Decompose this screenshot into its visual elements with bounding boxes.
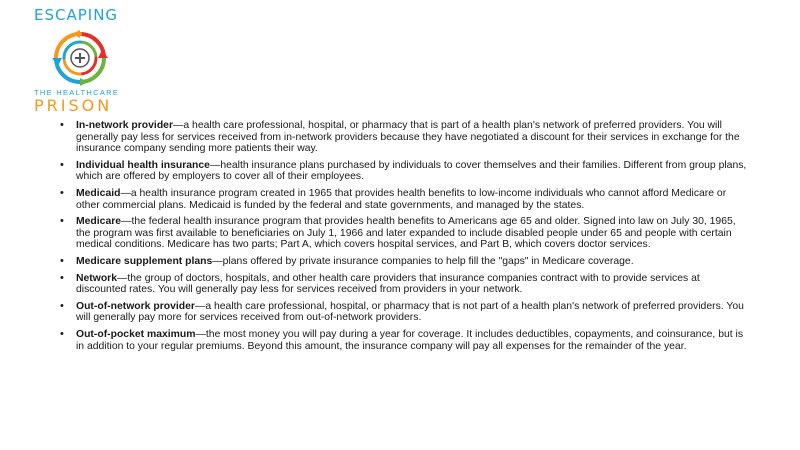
glossary-definition: —the most money you will pay during a year for coverage. It includes deductibles, copayments, and coinsurance, but is in addition to your regular premiums. Beyond this amount, the insurance company will pay all expenses for the remainder of the year. bbox=[76, 328, 744, 352]
glossary-definition: —the federal health insurance program that provides health benefits to Americans age 65 and older. Signed into law on July 30, 1965, the program was first available to beneficiaries on July 1, 1966 and later expanded to include disabled people under 65 and people with certain medical conditions. Medicare has two parts; Part A, which covers hospital services, and Part B, which covers doctor services. bbox=[76, 216, 736, 251]
glossary-term: In-network provider bbox=[76, 120, 173, 131]
glossary-definition: —a health insurance program created in 1965 that provides health benefits to low-income individuals who cannot afford Medicare or other commercial plans. Medicaid is funded by the federal and state governments, and managed by the states. bbox=[76, 187, 727, 211]
logo-subtitle: THE HEALTHCARE bbox=[34, 88, 120, 97]
glossary-term: Network bbox=[76, 272, 117, 284]
glossary-item-out-of-network-provider bbox=[58, 301, 748, 324]
glossary-term: Out-of-pocket maximum bbox=[76, 328, 196, 340]
glossary-list bbox=[58, 120, 748, 357]
glossary-item-in-network-provider bbox=[58, 120, 748, 155]
glossary-definition: —a health care professional, hospital, or pharmacy that is part of a health plan's network of preferred providers. You will generally pay less for services received from in-network providers because they have negotiated a discount for their services in exchange for the insurance company sending more patients their way. bbox=[76, 120, 740, 155]
glossary-term: Medicare supplement plans bbox=[76, 255, 213, 267]
glossary-item-network bbox=[58, 273, 748, 296]
glossary-item-individual-health-insurance bbox=[58, 160, 748, 183]
arrows-circle-plus-logo-icon bbox=[48, 30, 112, 86]
glossary-definition: —a health care professional, hospital, or pharmacy that is not part of a health plan's network of preferred providers. You will generally pay more for services received from out-of-network providers. bbox=[76, 300, 744, 324]
glossary-term: Out-of-network provider bbox=[76, 300, 195, 312]
glossary-term: Medicare bbox=[76, 216, 122, 228]
glossary-definition: —plans offered by private insurance companies to help fill the "gaps" in Medicare coverage. bbox=[212, 255, 634, 267]
glossary-definition: —health insurance plans purchased by individuals to cover themselves and their families. Different from group plans, which are offered by employers to cover all of their employees. bbox=[76, 159, 747, 183]
glossary-item-out-of-pocket-maximum bbox=[58, 329, 748, 352]
logo-title-bottom: PRISON bbox=[34, 96, 113, 115]
glossary-term: Medicaid bbox=[76, 187, 121, 199]
glossary-item-medicare-supplement-plans bbox=[58, 256, 748, 268]
glossary-definition: —the group of doctors, hospitals, and other health care providers that insurance companies contract with to provide services at discounted rates. You will generally pay less for services received from providers in your network. bbox=[76, 272, 700, 296]
glossary-term: Individual health insurance bbox=[76, 159, 210, 171]
glossary-item-medicaid bbox=[58, 188, 748, 211]
logo bbox=[34, 6, 134, 115]
glossary-item-medicare bbox=[58, 216, 748, 251]
logo-title-top: ESCAPING bbox=[34, 6, 119, 24]
